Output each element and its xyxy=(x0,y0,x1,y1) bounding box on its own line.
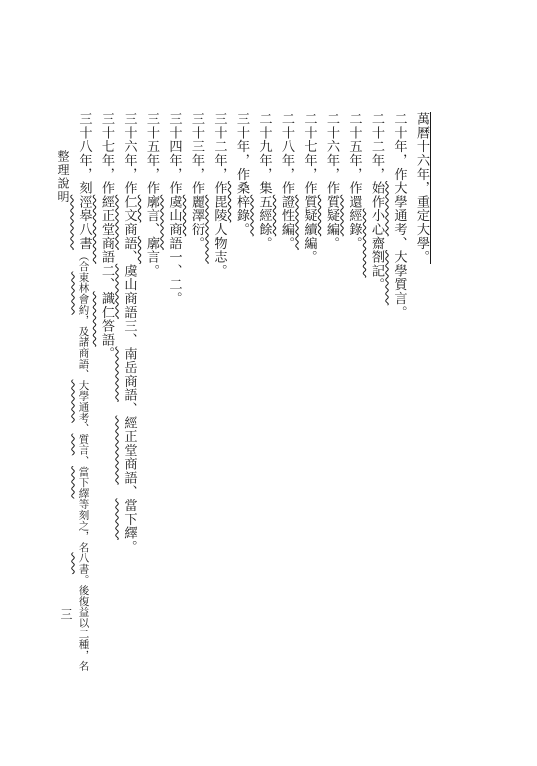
text-segment: 萬曆十六年，重定大學。 xyxy=(414,112,429,264)
text-segment: 。 xyxy=(324,236,339,251)
text-segment: 。 xyxy=(391,305,407,320)
text-column xyxy=(166,112,182,305)
text-segment: 二十九年，集 xyxy=(256,112,272,195)
text-segment: 二十二年，始作 xyxy=(369,112,384,209)
text-column xyxy=(256,112,272,250)
text-segment: 。 xyxy=(256,236,272,251)
text-column xyxy=(188,112,204,250)
text-column xyxy=(413,112,431,264)
text-segment: 二十六年，作 xyxy=(324,112,339,195)
text-segment: 、 xyxy=(121,250,137,264)
text-segment: （合 xyxy=(77,250,90,272)
text-segment: 、 xyxy=(121,484,137,499)
text-segment: 三、 xyxy=(121,319,137,347)
text-column xyxy=(233,112,249,236)
text-column xyxy=(346,112,362,250)
text-segment: 。 xyxy=(99,346,114,361)
book-title: 質言 xyxy=(77,433,90,456)
text-segment: 。 xyxy=(121,539,137,554)
text-segment: 等刻之，名 xyxy=(77,498,90,553)
text-column xyxy=(121,112,137,554)
book-title: 大學質言 xyxy=(391,250,407,306)
text-column xyxy=(98,112,114,360)
text-column xyxy=(278,112,294,250)
text-segment: 三十四年，作 xyxy=(166,112,182,195)
book-title: 八書 xyxy=(77,552,90,575)
book-title: 南岳商語 xyxy=(121,346,137,402)
text-segment: 三十五年，作 xyxy=(144,112,159,195)
book-title: 質疑編 xyxy=(324,194,339,237)
text-segment: 。 xyxy=(346,236,362,251)
text-column xyxy=(211,112,227,278)
text-segment: 、 xyxy=(144,222,159,237)
text-segment: 二十五年，作 xyxy=(346,112,362,195)
text-segment: 、 xyxy=(391,236,407,251)
book-title: 經正堂商語 xyxy=(99,194,114,264)
text-segment: 二、 xyxy=(99,263,114,292)
text-segment: 一、二。 xyxy=(166,250,182,306)
text-segment: 、 xyxy=(77,422,90,434)
text-segment: 。 xyxy=(144,263,159,278)
text-segment: 二十八年，作 xyxy=(279,112,294,195)
book-title: 虞山商語 xyxy=(166,194,182,251)
text-column xyxy=(323,112,339,250)
text-segment: 、 xyxy=(121,401,137,416)
book-title: 大學通考 xyxy=(77,379,90,423)
book-title: 大學通考 xyxy=(391,181,407,237)
page-number: 三 xyxy=(59,608,73,620)
book-title: 麗澤衍 xyxy=(189,194,204,237)
book-title: 涇皋八書 xyxy=(76,194,92,251)
text-segment: 。 xyxy=(279,236,294,251)
text-segment: 。後復益以二種，名 xyxy=(77,574,90,672)
book-title: 東林會約 xyxy=(77,271,90,315)
text-segment: 。 xyxy=(211,263,227,278)
book-title: 桑梓錄 xyxy=(234,181,249,223)
book-title: 毘陵人物志 xyxy=(211,194,227,264)
book-title: 還經錄 xyxy=(346,194,362,237)
text-column xyxy=(143,112,159,278)
text-segment: 三十六年，作 xyxy=(121,112,137,195)
text-column xyxy=(368,112,384,291)
text-segment: 。 xyxy=(301,250,317,264)
book-title: 五經餘 xyxy=(256,194,272,237)
book-title: 質疑續編 xyxy=(301,194,317,251)
book-title: 當下繹 xyxy=(77,466,90,499)
text-column xyxy=(391,112,407,319)
book-title: 仁文商語 xyxy=(121,194,137,251)
book-title: 小心齋劄記 xyxy=(369,208,384,278)
book-title: 虞山商語 xyxy=(121,263,137,320)
book-title: 經正堂商語 xyxy=(121,415,137,485)
text-column xyxy=(301,112,317,264)
book-title: 廓言 xyxy=(144,194,159,223)
text-segment: 三十八年，刻 xyxy=(76,112,92,195)
text-segment: 三十七年，作 xyxy=(99,112,114,195)
text-segment: 。 xyxy=(369,277,384,292)
text-segment: 、 xyxy=(77,455,90,467)
text-segment: 二十七年，作 xyxy=(301,112,317,195)
text-segment: 三十三年，作 xyxy=(189,112,204,195)
text-column xyxy=(76,112,92,671)
book-title: 證性編 xyxy=(279,194,294,237)
text-segment: 。 xyxy=(189,236,204,251)
text-segment: 二十年，作 xyxy=(391,112,407,181)
book-title: 廓言 xyxy=(144,236,159,264)
running-head: 整理說明 xyxy=(56,150,70,204)
text-segment: 三十二年，作 xyxy=(211,112,227,195)
book-title: 識仁答語 xyxy=(99,291,114,347)
text-segment: 。 xyxy=(234,222,249,237)
text-segment: 三十年，作 xyxy=(234,112,249,181)
text-segment: ，及諸商語、 xyxy=(77,314,90,380)
book-title: 當下繹 xyxy=(121,498,137,540)
